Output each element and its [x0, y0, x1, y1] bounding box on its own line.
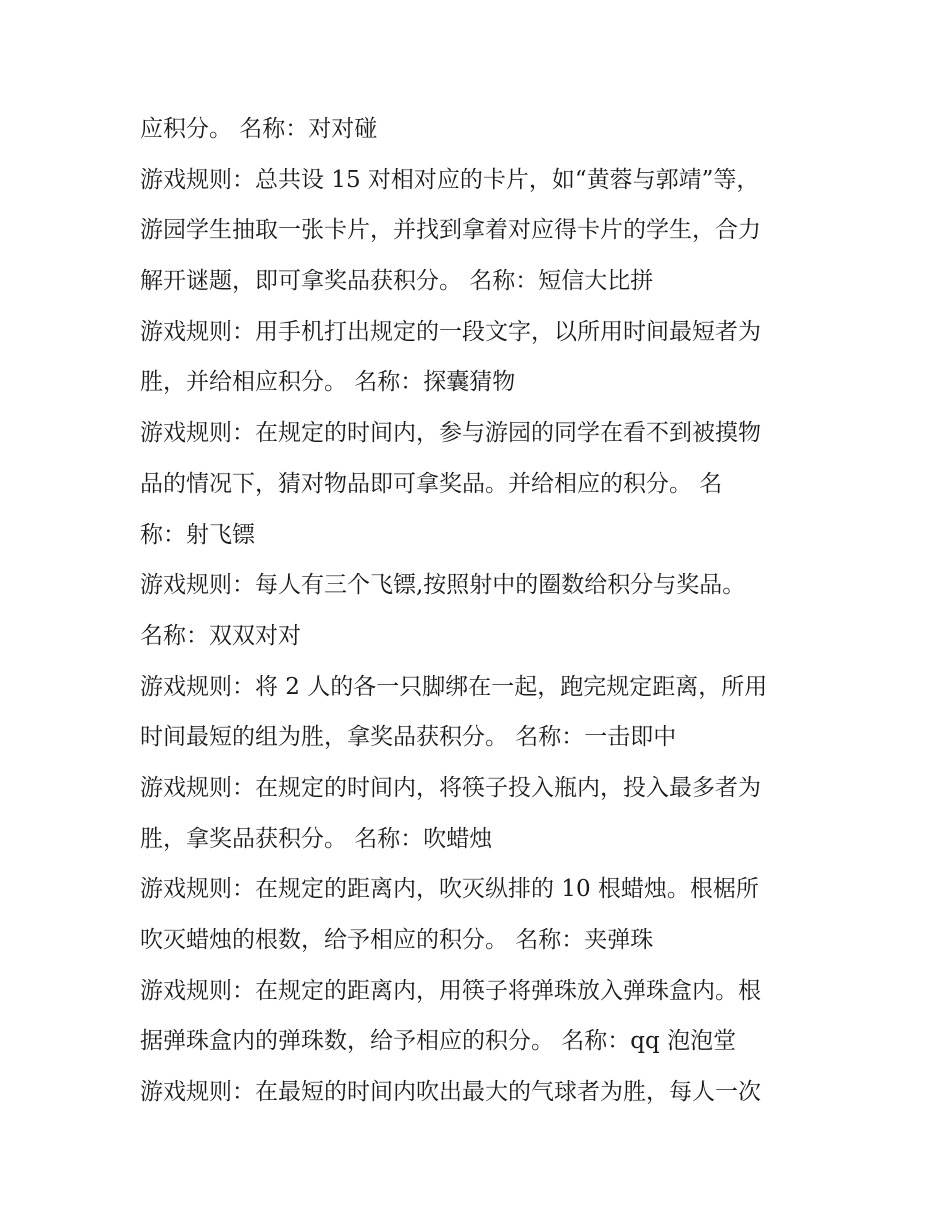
- text-line: 据弹珠盒内的弹珠数，给予相应的积分。 名称：qq 泡泡堂: [140, 1028, 737, 1055]
- text-line: 游园学生抽取一张卡片，并找到拿着对应得卡片的学生，合力: [140, 217, 761, 244]
- text-line: 品的情况下，猜对物品即可拿奖品。并给相应的积分。 名: [140, 470, 723, 497]
- text-line: 名称：双双对对: [140, 622, 301, 649]
- text-line: 吹灭蜡烛的根数，给予相应的积分。 名称：夹弹珠: [140, 927, 654, 953]
- text-line: 游戏规则：总共设 15 对相对应的卡片，如“黄蓉与郭靖”等，: [140, 166, 760, 193]
- text-line: 游戏规则：每人有三个飞镖,按照射中的圈数给积分与奖品。: [140, 572, 746, 599]
- text-line: 胜，拿奖品获积分。 名称：吹蜡烛: [140, 825, 493, 852]
- text-line: 游戏规则：在规定的距离内，吹灭纵排的 10 根蜡烛。根椐所: [140, 876, 759, 903]
- text-line: 游戏规则：用手机打出规定的一段文字，以所用时间最短者为: [140, 318, 761, 345]
- text-line: 游戏规则：在规定的时间内，参与游园的同学在看不到被摸物: [140, 420, 761, 447]
- text-line: 游戏规则：在规定的距离内，用筷子将弹珠放入弹珠盒内。根: [140, 977, 761, 1004]
- text-line: 时间最短的组为胜，拿奖品获积分。 名称：一击即中: [140, 724, 677, 751]
- body-text: [140, 104, 830, 1118]
- text-line: 解开谜题，即可拿奖品获积分。 名称：短信大比拼: [140, 268, 654, 295]
- text-line: 游戏规则：在最短的时间内吹出最大的气球者为胜，每人一次: [140, 1079, 761, 1106]
- text-line: 游戏规则：在规定的时间内，将筷子投入瓶内，投入最多者为: [140, 774, 761, 801]
- text-line: 称：射飞镖: [140, 521, 255, 548]
- text-line: 应积分。 名称：对对碰: [140, 116, 378, 142]
- text-line: 游戏规则：将 2 人的各一只脚绑在一起，跑完规定距离，所用: [140, 673, 768, 700]
- text-line: 胜，并给相应积分。 名称：探囊猜物: [140, 369, 516, 396]
